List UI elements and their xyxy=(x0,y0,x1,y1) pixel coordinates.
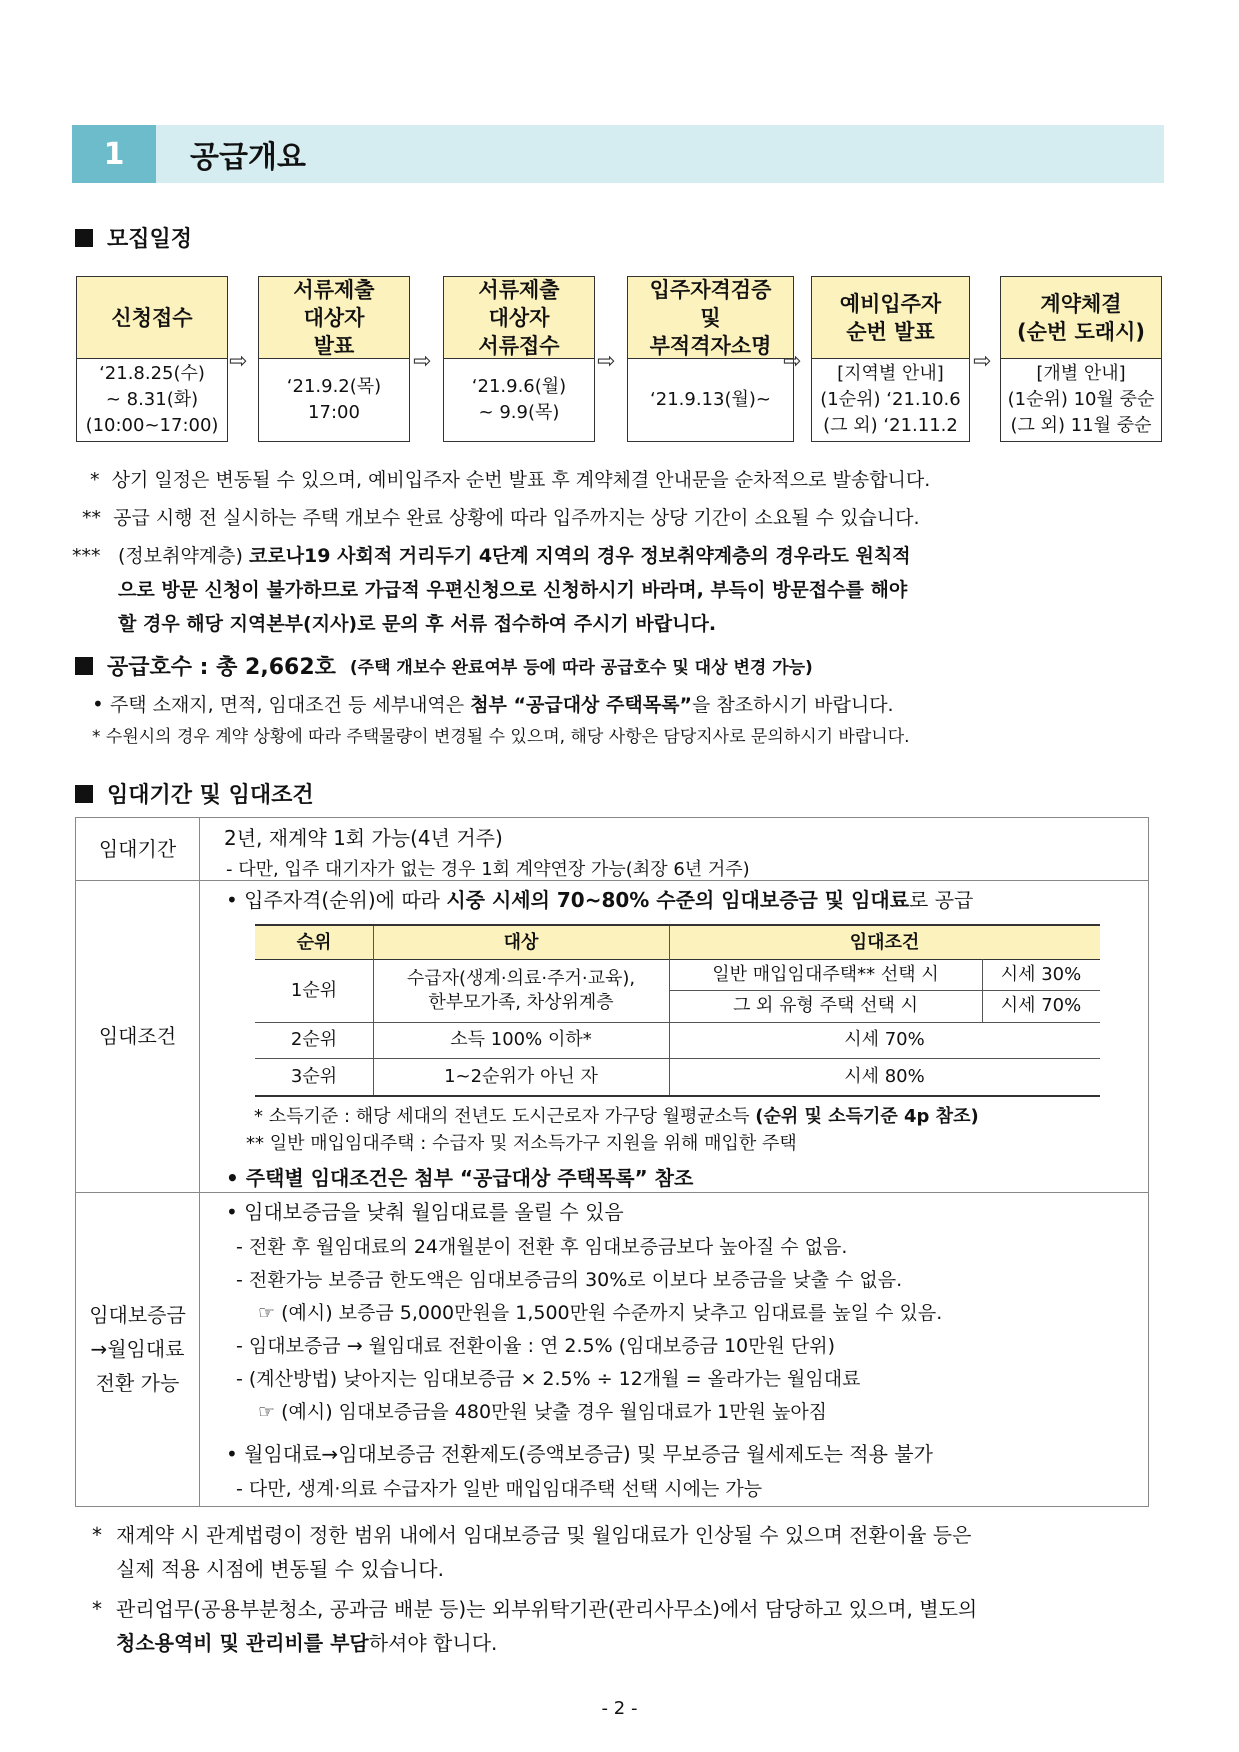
rank-1-target: 수급자(생계·의료·주거·교육), 한부모가족, 차상위계층 xyxy=(406,967,636,1013)
schedule-step-date: ‘21.9.6(월) ~ 9.9(목) xyxy=(471,376,567,423)
conversion-bullet-2: • 월임대료→임대보증금 전환제도(증액보증금) 및 무보증금 월세제도는 적용 불가 xyxy=(226,1442,933,1466)
lease-table xyxy=(75,817,1149,1507)
footnote-renewal: * 재계약 시 관계법령이 정한 범위 내에서 임대보증금 및 월임대료가 인상될 수 있으며 전환이율 등은 실제 적용 시점에 변동될 수 있습니다. xyxy=(92,1523,972,1581)
schedule-note-1: * 상기 일정은 변동될 수 있으며, 예비입주자 순번 발표 후 계약체결 안내문을 순차적으로 발송합니다. xyxy=(90,469,931,491)
arrow-right-icon: ⇨ xyxy=(413,349,432,374)
section-header xyxy=(72,125,1164,183)
rank-table xyxy=(255,924,1100,1097)
arrow-right-icon: ⇨ xyxy=(597,349,616,374)
rank-1a-rate: 시세 30% xyxy=(1000,963,1082,985)
schedule-step xyxy=(258,276,410,442)
section-title: 공급개요 xyxy=(190,140,306,175)
page-number: - 2 - xyxy=(601,1698,638,1719)
schedule-step-title: 서류제출 대상자 서류접수 xyxy=(444,277,594,359)
schedule-heading: 모집일정 xyxy=(75,222,192,253)
square-bullet-icon xyxy=(75,229,93,247)
rank-3-rate: 시세 80% xyxy=(844,1065,925,1087)
income-footnote: * 소득기준 : 해당 세대의 전년도 도시근로자 가구당 월평균소득 (순위 및 소득기준 4p 참조) xyxy=(254,1106,979,1127)
target-header: 대상 xyxy=(503,931,539,953)
conversion-example-1: ☞ (예시) 보증금 5,000만원을 1,500만원 수준까지 낮추고 임대료를 높일 수 있음. xyxy=(258,1302,943,1324)
conversion-line-1: - 전환 후 월임대료의 24개월분이 전환 후 임대보증금보다 높아질 수 없음. xyxy=(236,1236,848,1258)
rank-2-rate: 시세 70% xyxy=(844,1029,925,1050)
supply-note: * 수원시의 경우 계약 상황에 따라 주택물량이 변경될 수 있으며, 해당 사항은 담당지사로 문의하시기 바랍니다. xyxy=(92,727,910,747)
conversion-line-3: - 임대보증금 → 월임대료 전환이율 : 연 2.5% (임대보증금 10만원 단위) xyxy=(236,1335,835,1357)
square-bullet-icon xyxy=(75,785,93,803)
lease-conditions-intro: • 입주자격(순위)에 따라 시중 시세의 70~80% 수준의 임대보증금 및 임대료로 공급 xyxy=(226,888,974,912)
schedule-step xyxy=(627,276,794,442)
supply-heading: 공급호수 : 총 2,662호 (주택 개보수 완료여부 등에 따라 공급호수 및 대상 변경 가능) xyxy=(75,650,813,681)
section-number: 1 xyxy=(72,125,156,183)
schedule-step-date: ‘21.8.25(수) ~ 8.31(화) (10:00~17:00) xyxy=(85,363,219,436)
condition-header: 임대조건 xyxy=(849,931,920,953)
arrow-right-icon: ⇨ xyxy=(973,349,992,374)
schedule-step-title: 예비입주자 순번 발표 xyxy=(812,277,969,359)
rank-1b-type: 그 외 유형 주택 선택 시 xyxy=(732,995,919,1016)
schedule-step-date: ‘21.9.13(월)~ xyxy=(650,389,771,410)
rank-header: 순위 xyxy=(296,931,332,953)
arrow-right-icon: ⇨ xyxy=(783,349,802,374)
conversion-example-2: ☞ (예시) 임대보증금을 480만원 낮출 경우 월임대료가 1만원 높아짐 xyxy=(258,1401,828,1423)
conversion-line-4: - (계산방법) 낮아지는 임대보증금 × 2.5% ÷ 12개월 = 올라가는 월임대료 xyxy=(236,1368,861,1390)
schedule-step xyxy=(443,276,595,442)
rank-2-target: 소득 100% 이하* xyxy=(450,1029,592,1050)
schedule-step-title: 신청접수 xyxy=(77,277,227,359)
conversion-label: 임대보증금 →월임대료 전환 가능 xyxy=(89,1303,186,1395)
conversion-line-2: - 전환가능 보증금 한도액은 임대보증금의 30%로 이보다 보증금을 낮출 수 없음. xyxy=(236,1269,903,1291)
schedule-step-title: 계약체결 (순번 도래시) xyxy=(1001,277,1161,359)
lease-period-label: 임대기간 xyxy=(98,837,177,861)
housing-footnote: ** 일반 매입임대주택 : 수급자 및 저소득가구 지원을 위해 매입한 주택 xyxy=(246,1133,797,1154)
rank-3: 3순위 xyxy=(290,1065,338,1087)
arrow-right-icon: ⇨ xyxy=(229,349,248,374)
conversion-line-5: - 다만, 생계·의료 수급자가 일반 매입임대주택 선택 시에는 가능 xyxy=(236,1478,763,1500)
schedule-step-date: [지역별 안내] (1순위) ‘21.10.6 (그 외) ‘21.11.2 xyxy=(820,363,961,436)
rank-1b-rate: 시세 70% xyxy=(1000,995,1082,1016)
lease-period-line1: 2년, 재계약 1회 가능(4년 거주) xyxy=(224,826,503,850)
square-bullet-icon xyxy=(75,657,93,675)
rank-2: 2순위 xyxy=(290,1029,338,1050)
rank-1: 1순위 xyxy=(290,979,338,1001)
schedule-step xyxy=(1000,276,1162,442)
schedule-step-title: 서류제출 대상자 발표 xyxy=(259,277,409,359)
schedule-step xyxy=(76,276,228,442)
rank-1a-type: 일반 매입임대주택** 선택 시 xyxy=(712,963,939,985)
supply-bullet: • 주택 소재지, 면적, 임대조건 등 세부내역은 첨부 “공급대상 주택목록”을 참조하시기 바랍니다. xyxy=(92,692,894,716)
schedule-note-2: ** 공급 시행 전 실시하는 주택 개보수 완료 상황에 따라 입주까지는 상당 기간이 소요될 수 있습니다. xyxy=(82,507,920,529)
footnote-management: * 관리업무(공용부분청소, 공과금 배분 등)는 외부위탁기관(관리사무소)에서 담당하고 있으며, 별도의 청소용역비 및 관리비를 부담하셔야 합니다. xyxy=(92,1597,978,1655)
schedule-step-title: 입주자격검증 및 부적격자소명 xyxy=(628,277,793,359)
schedule-step xyxy=(811,276,970,442)
schedule-step-date: [개별 안내] (1순위) 10월 중순 (그 외) 11월 중순 xyxy=(1007,363,1155,436)
lease-heading: 임대기간 및 임대조건 xyxy=(75,778,314,809)
lease-conditions-label: 임대조건 xyxy=(98,1024,177,1048)
rank-3-target: 1~2순위가 아닌 자 xyxy=(444,1065,598,1087)
lease-conditions-closing: • 주택별 임대조건은 첨부 “공급대상 주택목록” 참조 xyxy=(226,1166,694,1190)
lease-period-line2: - 다만, 입주 대기자가 없는 경우 1회 계약연장 가능(최장 6년 거주) xyxy=(226,859,750,880)
schedule-step-date: ‘21.9.2(목) 17:00 xyxy=(286,376,382,423)
conversion-bullet-1: • 임대보증금을 낮춰 월임대료를 올릴 수 있음 xyxy=(226,1200,624,1224)
